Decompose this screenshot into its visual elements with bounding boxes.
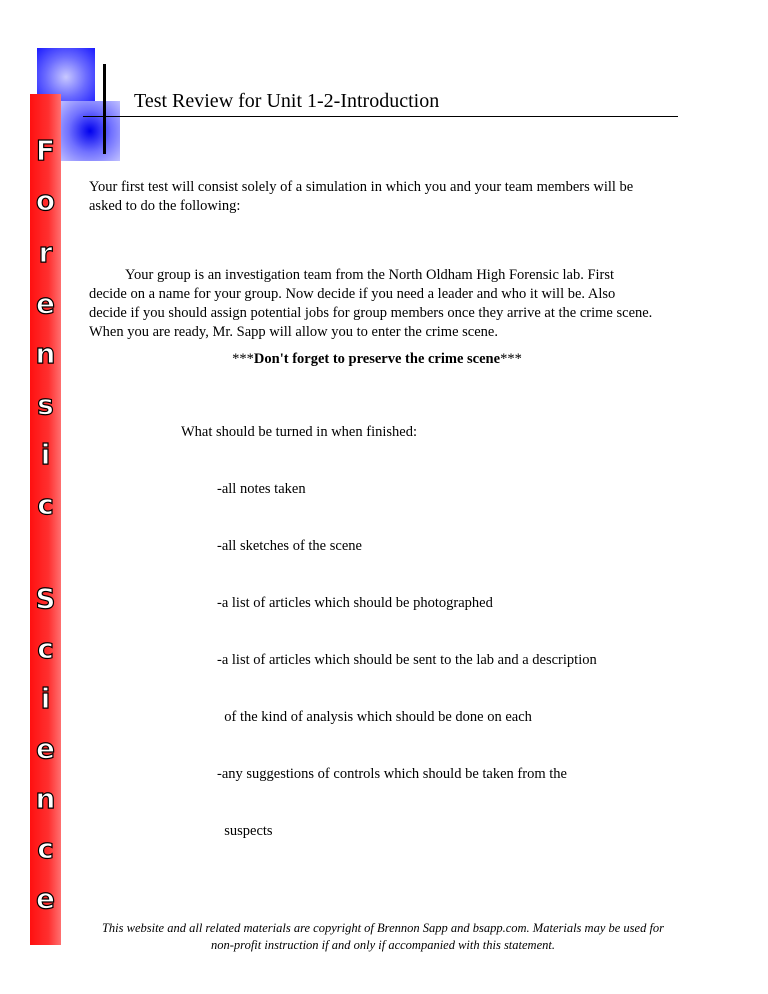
intro-text [89, 178, 633, 216]
paragraph-line: Your group is an investigation team from the North Oldham High Forensic lab. First [125, 267, 615, 283]
copyright-footer [95, 920, 671, 954]
intro-line: asked to do the following: [89, 198, 241, 214]
sidebar-letter: s [37, 388, 54, 421]
sidebar-letter: c [37, 832, 54, 865]
paragraph-line: When you are ready, Mr. Sapp will allow you to enter the crime scene. [89, 324, 498, 340]
list-item: -all notes taken [217, 481, 306, 497]
footer-line: This website and all related materials are copyright of Brennon Sapp and bsapp.com. Materials may be used for [101, 921, 665, 935]
forensic-science-sidebar [30, 94, 61, 945]
sidebar-letter: i [40, 682, 51, 715]
list-item: of the kind of analysis which should be done on each [217, 709, 532, 725]
sidebar-letter: r [38, 236, 53, 269]
footer-line: non-profit instruction if and only if accompanied with this statement. [211, 938, 555, 952]
sidebar-letter: o [35, 184, 56, 217]
sidebar-letter: n [35, 337, 56, 370]
list-item: suspects [217, 823, 273, 839]
paragraph-line: decide if you should assign potential jobs for group members once they arrive at the crime scene. [89, 305, 653, 321]
logo-vertical-line [103, 64, 106, 154]
turn-in-list [181, 385, 597, 879]
warning-line [89, 350, 665, 369]
list-heading: What should be turned in when finished: [181, 424, 417, 440]
warning-bold: Don't forget to preserve the crime scene [253, 351, 501, 367]
sidebar-letter: e [36, 287, 55, 320]
sidebar-letter: e [36, 882, 55, 915]
list-item: -any suggestions of controls which should be taken from the [217, 766, 567, 782]
sidebar-letter: c [37, 488, 54, 521]
warning-prefix: *** [232, 351, 254, 367]
sidebar-letter: i [40, 438, 51, 471]
list-item: -a list of articles which should be sent to the lab and a description [217, 652, 597, 668]
title-underline [83, 116, 678, 117]
sidebar-letter: n [35, 782, 56, 815]
page-title: Test Review for Unit 1-2-Introduction [134, 90, 440, 112]
instructions-paragraph [89, 266, 652, 342]
sidebar-letter: c [37, 632, 54, 665]
sidebar-letter: F [35, 134, 56, 167]
sidebar-letter: e [36, 732, 55, 765]
list-item: -a list of articles which should be photographed [217, 595, 493, 611]
sidebar-letter: S [35, 582, 56, 615]
list-item: -all sketches of the scene [217, 538, 362, 554]
logo-square-bottom [60, 101, 120, 161]
warning-suffix: *** [500, 351, 522, 367]
paragraph-line: decide on a name for your group. Now decide if you need a leader and who it will be. Also [89, 286, 616, 302]
intro-line: Your first test will consist solely of a simulation in which you and your team members will be [89, 179, 634, 195]
